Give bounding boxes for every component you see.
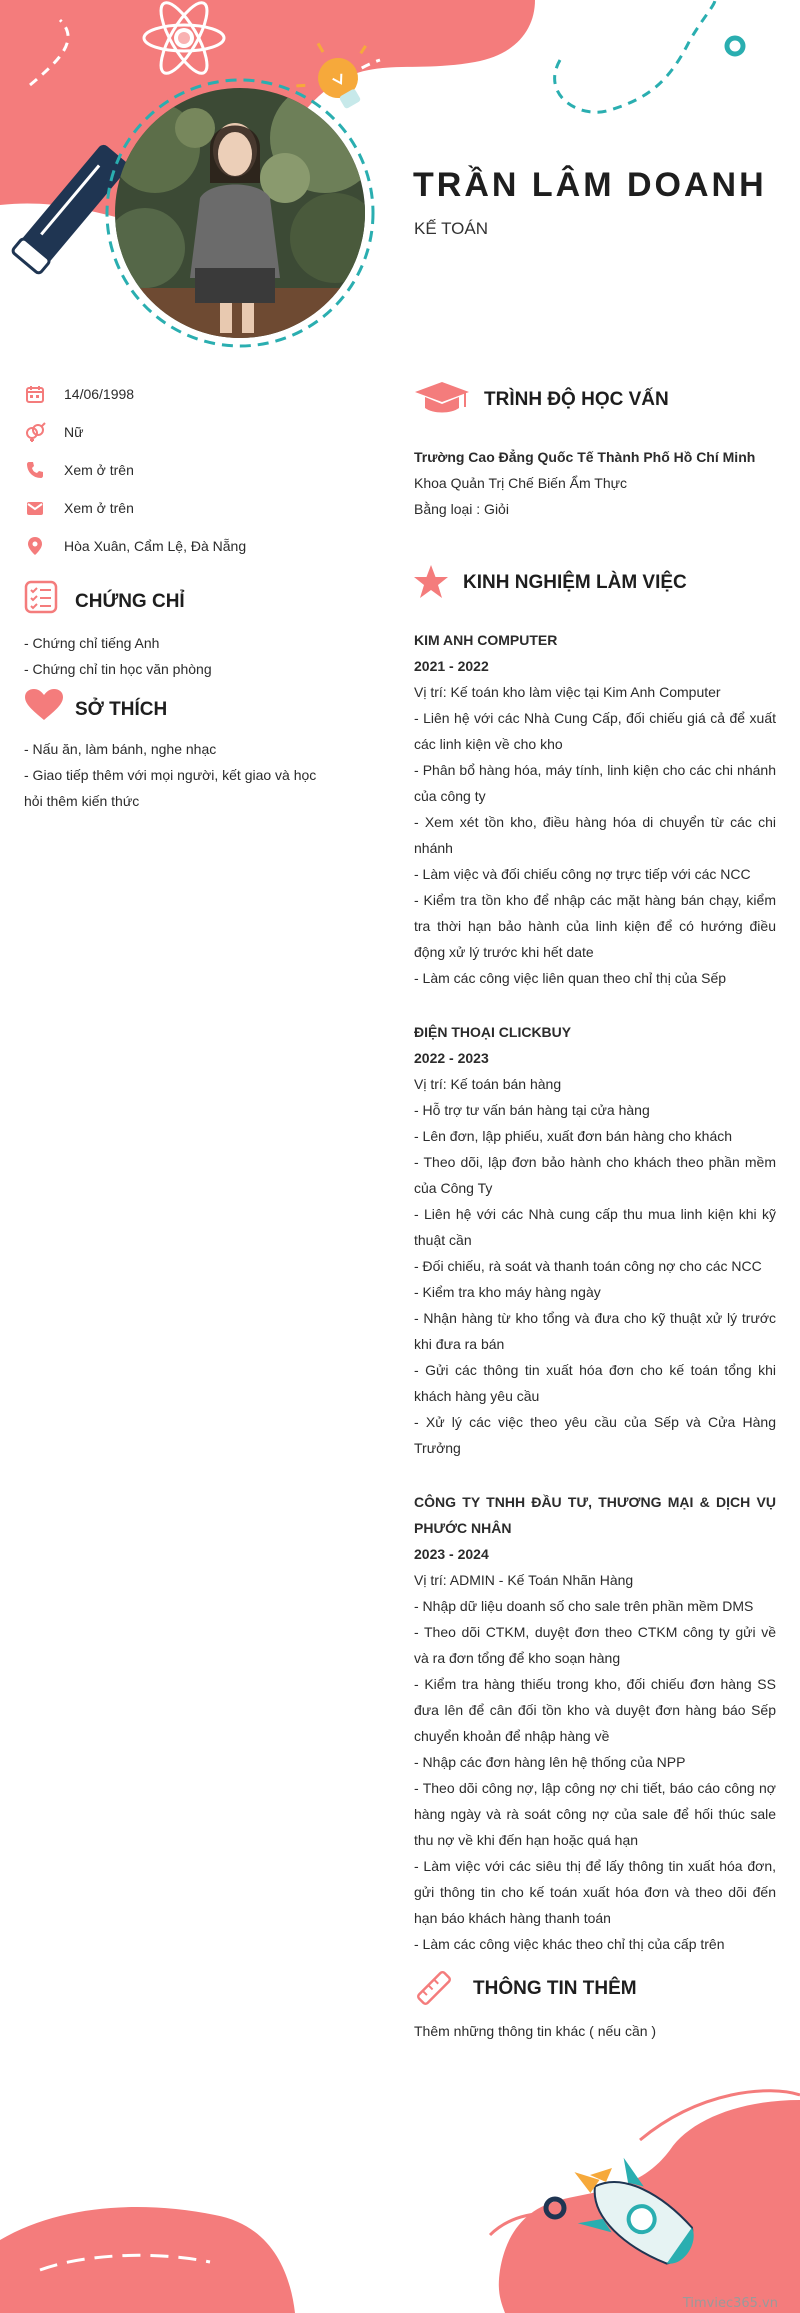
job-entry-kim-anh bbox=[414, 627, 776, 991]
list-item: - Giao tiếp thêm với mọi người, kết giao và học bbox=[24, 767, 317, 783]
job-line: - Liên hệ với các Nhà Cung Cấp, đối chiếu giá cả để xuất các linh kiện về cho kho bbox=[414, 710, 776, 752]
location-pin-icon bbox=[24, 535, 46, 557]
contact-list bbox=[24, 382, 354, 562]
job-line: - Hỗ trợ tư vấn bán hàng tại cửa hàng bbox=[414, 1102, 650, 1118]
job-line: - Theo dõi CTKM, duyệt đơn theo CTKM công ty gửi về và ra đơn tổng để kho soạn hàng bbox=[414, 1624, 776, 1666]
job-line: - Kiểm tra hàng thiếu trong kho, đối chiếu đơn hàng SS đưa lên để cân đối tồn kho và duyệt đơn hàng báo Sếp chuyển khoản để nhập hàng về bbox=[414, 1676, 776, 1744]
certificates-list bbox=[24, 630, 354, 682]
job-title: KẾ TOÁN bbox=[414, 219, 489, 238]
job-line: - Lên đơn, lập phiếu, xuất đơn bán hàng cho khách bbox=[414, 1128, 733, 1144]
watermark: Timviec365.vn bbox=[682, 2296, 778, 2311]
education-heading: TRÌNH ĐỘ HỌC VẤN bbox=[484, 389, 669, 410]
checklist-icon bbox=[24, 580, 58, 614]
additional-info-heading: THÔNG TIN THÊM bbox=[473, 1978, 637, 1999]
calendar-icon bbox=[24, 383, 46, 405]
grade: Bằng loại : Giỏi bbox=[414, 501, 509, 517]
hobbies-heading: SỞ THÍCH bbox=[75, 699, 168, 720]
additional-info-text: Thêm những thông tin khác ( nếu cần ) bbox=[414, 2023, 657, 2039]
job-entry-clickbuy bbox=[414, 1019, 776, 1461]
job-line: - Theo dõi công nợ, lập công nợ chi tiết, báo cáo công nợ hàng ngày và rà soát công nợ của sale để hối thúc sale thu nợ về khi đến hạn hoặc quá hạn bbox=[414, 1780, 776, 1848]
star-icon bbox=[413, 564, 449, 600]
contact-item-address bbox=[24, 534, 246, 558]
job-line: - Kiểm tra kho máy hàng ngày bbox=[414, 1284, 601, 1300]
graduation-cap-icon bbox=[413, 380, 471, 416]
job-period: 2022 - 2023 bbox=[414, 1050, 489, 1066]
list-item: - Nấu ăn, làm bánh, nghe nhạc bbox=[24, 741, 217, 757]
education-details bbox=[414, 444, 776, 522]
job-period: 2021 - 2022 bbox=[414, 658, 489, 674]
contact-item-phone bbox=[24, 458, 134, 482]
job-line: - Đối chiếu, rà soát và thanh toán công nợ cho các NCC bbox=[414, 1258, 762, 1274]
experience-list bbox=[414, 627, 776, 1957]
hobbies-list bbox=[24, 736, 354, 814]
list-item: - Chứng chỉ tin học văn phòng bbox=[24, 661, 212, 677]
job-line: - Làm việc và đối chiếu công nợ trực tiếp với các NCC bbox=[414, 866, 751, 882]
job-line: - Làm các công việc liên quan theo chỉ thị của Sếp bbox=[414, 970, 727, 986]
job-line: - Nhập các đơn hàng lên hệ thống của NPP bbox=[414, 1754, 686, 1770]
job-line: - Làm các công việc khác theo chỉ thị của cấp trên bbox=[414, 1936, 725, 1952]
phone-icon bbox=[24, 459, 46, 481]
job-line: Vị trí: Kế toán kho làm việc tại Kim Anh Computer bbox=[414, 684, 721, 700]
certificates-heading: CHỨNG CHỈ bbox=[75, 591, 185, 612]
job-line: - Xem xét tồn kho, điều hàng hóa di chuyển từ các chi nhánh bbox=[414, 814, 776, 856]
ring-decoration bbox=[727, 38, 743, 54]
email-text: Xem ở trên bbox=[64, 500, 134, 516]
company-name: KIM ANH COMPUTER bbox=[414, 632, 558, 648]
job-line: - Nhập dữ liệu doanh số cho sale trên phần mềm DMS bbox=[414, 1598, 754, 1614]
job-line: - Xử lý các việc theo yêu cầu của Sếp và Cửa Hàng Trưởng bbox=[414, 1414, 776, 1456]
job-line: - Làm việc với các siêu thị để lấy thông tin xuất hóa đơn, gửi thông tin cho kế toán xuất hóa đơn và theo dõi đến hạn báo khách hàng thanh toán bbox=[414, 1858, 776, 1926]
job-line: - Kiểm tra tồn kho để nhập các mặt hàng bán chạy, kiểm tra thời hạn bảo hành của linh kiện để có hướng điều động xử lý trước khi hết date bbox=[414, 892, 776, 960]
school-name: Trường Cao Đẳng Quốc Tế Thành Phố Hồ Chí Minh bbox=[414, 449, 756, 465]
bottom-left-blob-shape bbox=[0, 2207, 295, 2313]
phone-text: Xem ở trên bbox=[64, 462, 134, 478]
contact-item-email bbox=[24, 496, 134, 520]
job-period: 2023 - 2024 bbox=[414, 1546, 489, 1562]
heart-icon bbox=[24, 688, 64, 722]
gender-text: Nữ bbox=[64, 424, 84, 440]
job-line: - Nhận hàng từ kho tổng và đưa cho kỹ thuật xử lý trước khi đưa ra bán bbox=[414, 1310, 776, 1352]
dashed-curve bbox=[555, 0, 715, 112]
candidate-name: TRẦN LÂM DOANH bbox=[413, 166, 767, 204]
job-line: - Theo dõi, lập đơn bảo hành cho khách theo phần mềm của Công Ty bbox=[414, 1154, 776, 1196]
contact-item-birthdate bbox=[24, 382, 134, 406]
experience-heading: KINH NGHIỆM LÀM VIỆC bbox=[463, 572, 687, 593]
gender-icon bbox=[24, 421, 46, 443]
company-name: ĐIỆN THOẠI CLICKBUY bbox=[414, 1024, 572, 1040]
list-item: - Chứng chỉ tiếng Anh bbox=[24, 635, 160, 651]
job-line: - Liên hệ với các Nhà cung cấp thu mua linh kiện khi kỹ thuật cần bbox=[414, 1206, 776, 1248]
list-item: hỏi thêm kiến thức bbox=[24, 793, 140, 809]
job-line: - Gửi các thông tin xuất hóa đơn cho kế toán tổng khi khách hàng yêu cầu bbox=[414, 1362, 776, 1404]
profile-photo bbox=[115, 88, 365, 338]
company-name: CÔNG TY TNHH ĐẦU TƯ, THƯƠNG MẠI & DỊCH VỤ PHƯỚC NHÂN bbox=[414, 1494, 776, 1536]
birthdate-text: 14/06/1998 bbox=[64, 386, 135, 402]
email-icon bbox=[24, 497, 46, 519]
major: Khoa Quản Trị Chế Biến Ẩm Thực bbox=[414, 475, 627, 491]
job-line: - Phân bổ hàng hóa, máy tính, linh kiện cho các chi nhánh của công ty bbox=[414, 762, 776, 804]
profile-photo-image bbox=[115, 88, 365, 338]
job-line: Vị trí: Kế toán bán hàng bbox=[414, 1076, 562, 1092]
ruler-pencil-icon bbox=[414, 1968, 454, 2008]
contact-item-gender bbox=[24, 420, 83, 444]
address-text: Hòa Xuân, Cẩm Lệ, Đà Nẵng bbox=[64, 538, 247, 554]
job-entry-phuoc-nhan bbox=[414, 1489, 776, 1957]
job-line: Vị trí: ADMIN - Kế Toán Nhãn Hàng bbox=[414, 1572, 634, 1588]
